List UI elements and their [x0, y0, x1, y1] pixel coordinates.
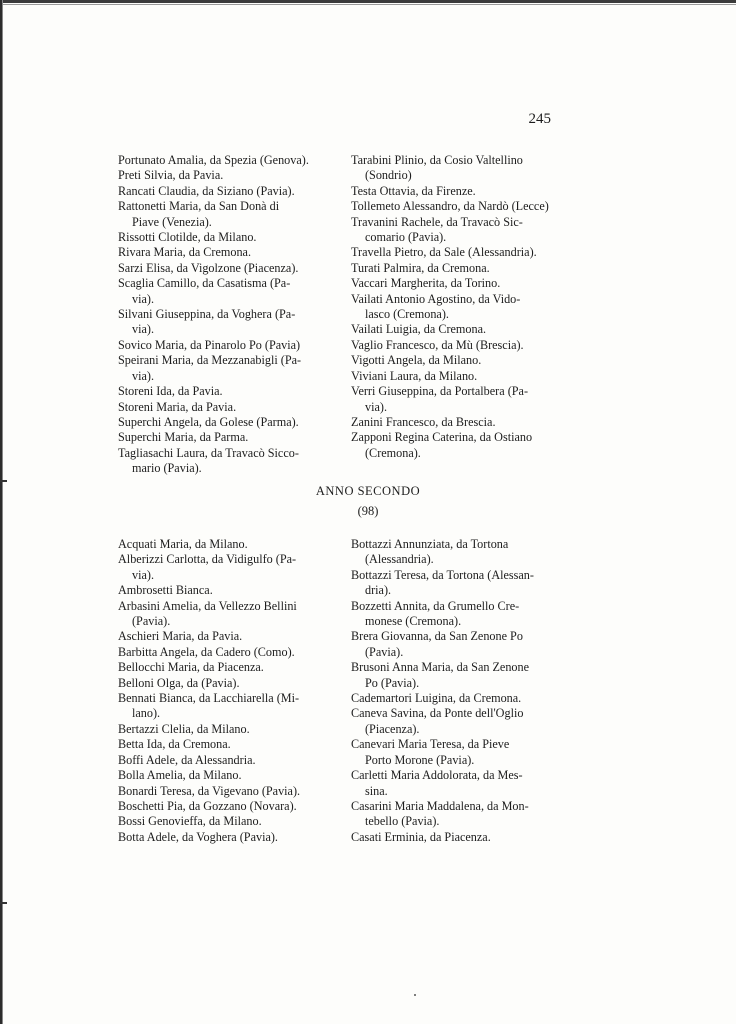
- entry-continuation: Piave (Venezia).: [132, 214, 212, 229]
- entry-line: Belloni Olga, da (Pavia).: [118, 675, 240, 690]
- entry-line: Arbasini Amelia, da Vellezzo Bellini: [118, 598, 297, 613]
- entry-line: Scaglia Camillo, da Casatisma (Pa-: [118, 276, 291, 291]
- list-entry: [351, 737, 569, 768]
- list-entry: [118, 168, 338, 183]
- entry-line: Zapponi Regina Caterina, da Ostiano: [351, 430, 533, 445]
- entry-line: Silvani Giuseppina, da Voghera (Pa-: [118, 307, 296, 322]
- entry-line: Aschieri Maria, da Pavia.: [118, 629, 243, 644]
- list-entry: [118, 660, 338, 675]
- list-entry: [351, 153, 569, 184]
- list-entry: [118, 737, 338, 752]
- list-entry: [351, 415, 569, 430]
- entry-line: Portunato Amalia, da Spezia (Genova).: [118, 153, 309, 167]
- list-entry: [351, 184, 569, 199]
- list-entry: [118, 199, 338, 230]
- list-entry: [351, 599, 569, 630]
- list-entry: [118, 629, 338, 644]
- entry-line: Vaglio Francesco, da Mù (Brescia).: [351, 337, 524, 352]
- list-entry: [351, 830, 569, 845]
- entry-continuation: monese (Cremona).: [365, 614, 462, 629]
- entry-line: Bertazzi Clelia, da Milano.: [118, 721, 250, 736]
- list-entry: [351, 799, 569, 830]
- entry-line: Preti Silvia, da Pavia.: [118, 168, 224, 183]
- list-entry: [351, 322, 569, 337]
- section-heading: ANNO SECONDO: [315, 484, 421, 498]
- list-entry: [118, 245, 338, 260]
- list-entry: [118, 583, 338, 598]
- entry-continuation: via).: [365, 399, 387, 414]
- entry-line: Bonardi Teresa, da Vigevano (Pavia).: [118, 783, 301, 798]
- entry-continuation: (Pavia).: [365, 644, 404, 659]
- list-entry: [118, 261, 338, 276]
- entry-continuation: sina.: [365, 783, 388, 798]
- entry-line: Rivara Maria, da Cremona.: [118, 245, 251, 260]
- page-number: 245: [528, 111, 551, 127]
- list-entry: [118, 430, 338, 445]
- edge-mark: [0, 902, 7, 904]
- entry-line: Turati Palmira, da Cremona.: [351, 260, 490, 275]
- entry-line: Superchi Maria, da Parma.: [118, 430, 249, 445]
- list-entry: [118, 415, 338, 430]
- entry-line: Sarzi Elisa, da Vigolzone (Piacenza).: [118, 260, 299, 275]
- list-entry: [351, 199, 569, 214]
- list-entry: [351, 261, 569, 276]
- entry-line: Caneva Savina, da Ponte dell'Oglio: [351, 706, 524, 721]
- list-entry: [118, 552, 338, 583]
- list-entry: [118, 153, 338, 168]
- list-entry: [351, 537, 569, 568]
- list-entry: [118, 400, 338, 415]
- list-entry: [118, 768, 338, 783]
- entry-line: Rissotti Clotilde, da Milano.: [118, 230, 257, 245]
- entry-line: Boschetti Pia, da Gozzano (Novara).: [118, 798, 297, 813]
- list-entry: [118, 276, 338, 307]
- entry-line: Vigotti Angela, da Milano.: [351, 353, 482, 368]
- page-dot: [414, 994, 416, 996]
- entry-continuation: tebello (Pavia).: [365, 814, 440, 829]
- list-entry: [118, 537, 338, 552]
- entry-line: Boffi Adele, da Alessandria.: [118, 752, 256, 767]
- entry-line: Acquati Maria, da Milano.: [118, 537, 248, 551]
- list-entry: [118, 353, 338, 384]
- entry-line: Viviani Laura, da Milano.: [351, 368, 478, 383]
- list-entry: [351, 384, 569, 415]
- list-entry: [351, 568, 569, 599]
- entry-line: Carletti Maria Addolorata, da Mes-: [351, 768, 523, 783]
- list-entry: [351, 768, 569, 799]
- top-border-rule: [0, 0, 736, 3]
- entry-line: Betta Ida, da Cremona.: [118, 737, 231, 752]
- list-entry: [118, 384, 338, 399]
- entry-line: Brera Giovanna, da San Zenone Po: [351, 629, 523, 644]
- entry-line: Storeni Maria, da Pavia.: [118, 399, 237, 414]
- edge-mark: [0, 480, 7, 482]
- list-entry: [118, 446, 338, 477]
- section-count: (98): [357, 504, 379, 518]
- list-entry: [351, 706, 569, 737]
- entry-line: Zanini Francesco, da Brescia.: [351, 414, 496, 429]
- section1-right-column: [351, 153, 569, 461]
- entry-line: Brusoni Anna Maria, da San Zenone: [351, 660, 530, 675]
- entry-line: Bennati Bianca, da Lacchiarella (Mi-: [118, 691, 300, 706]
- list-entry: [351, 430, 569, 461]
- entry-continuation: (Pavia).: [132, 614, 171, 629]
- list-entry: [118, 676, 338, 691]
- list-entry: [118, 599, 338, 630]
- entry-line: Storeni Ida, da Pavia.: [118, 384, 223, 399]
- list-entry: [118, 784, 338, 799]
- entry-line: Bellocchi Maria, da Piacenza.: [118, 660, 264, 675]
- list-entry: [351, 215, 569, 246]
- list-entry: [118, 307, 338, 338]
- entry-line: Cademartori Luigina, da Cremona.: [351, 691, 522, 706]
- entry-line: Tarabini Plinio, da Cosio Valtellino: [351, 153, 523, 167]
- entry-continuation: (Piacenza).: [365, 721, 420, 736]
- entry-line: Ambrosetti Bianca.: [118, 583, 213, 598]
- entry-continuation: (Sondrio): [365, 168, 412, 183]
- entry-line: Superchi Angela, da Golese (Parma).: [118, 414, 299, 429]
- section2-left-column: [118, 537, 338, 845]
- entry-continuation: via).: [132, 567, 154, 582]
- entry-continuation: (Cremona).: [365, 445, 421, 460]
- list-entry: [118, 230, 338, 245]
- list-entry: [351, 369, 569, 384]
- list-entry: [118, 338, 338, 353]
- entry-continuation: mario (Pavia).: [132, 461, 202, 476]
- entry-line: Alberizzi Carlotta, da Vidigulfo (Pa-: [118, 552, 297, 567]
- list-entry: [118, 814, 338, 829]
- list-entry: [351, 353, 569, 368]
- entry-continuation: dria).: [365, 583, 392, 598]
- entry-line: Bolla Amelia, da Milano.: [118, 768, 242, 783]
- list-entry: [118, 645, 338, 660]
- list-entry: [118, 184, 338, 199]
- entry-continuation: Po (Pavia).: [365, 675, 420, 690]
- entry-line: Botta Adele, da Voghera (Pavia).: [118, 829, 278, 844]
- section1-left-column: [118, 153, 338, 477]
- entry-line: Sovico Maria, da Pinarolo Po (Pavia): [118, 337, 301, 352]
- entry-line: Barbitta Angela, da Cadero (Como).: [118, 644, 295, 659]
- entry-line: Casarini Maria Maddalena, da Mon-: [351, 798, 529, 813]
- entry-line: Vailati Luigia, da Cremona.: [351, 322, 487, 337]
- entry-continuation: Porto Morone (Pavia).: [365, 752, 475, 767]
- entry-continuation: via).: [132, 322, 154, 337]
- entry-line: Bozzetti Annita, da Grumello Cre-: [351, 598, 520, 613]
- entry-line: Rattonetti Maria, da San Donà di: [118, 199, 280, 214]
- list-entry: [351, 660, 569, 691]
- list-entry: [351, 276, 569, 291]
- entry-line: Travella Pietro, da Sale (Alessandria).: [351, 245, 537, 260]
- list-entry: [118, 691, 338, 722]
- entry-continuation: lano).: [132, 706, 161, 721]
- list-entry: [351, 629, 569, 660]
- entry-line: Speirani Maria, da Mezzanabigli (Pa-: [118, 353, 302, 368]
- list-entry: [118, 799, 338, 814]
- entry-continuation: via).: [132, 291, 154, 306]
- entry-line: Rancati Claudia, da Siziano (Pavia).: [118, 183, 295, 198]
- entry-continuation: via).: [132, 368, 154, 383]
- entry-line: Vailati Antonio Agostino, da Vido-: [351, 291, 521, 306]
- list-entry: [351, 338, 569, 353]
- list-entry: [351, 292, 569, 323]
- entry-line: Tagliasachi Laura, da Travacò Sicco-: [118, 445, 299, 460]
- entry-line: Bottazzi Annunziata, da Tortona: [351, 537, 509, 551]
- entry-line: Bottazzi Teresa, da Tortona (Alessan-: [351, 567, 534, 582]
- entry-continuation: lasco (Cremona).: [365, 307, 449, 322]
- list-entry: [118, 722, 338, 737]
- top-border-rule-thin: [0, 4, 736, 5]
- list-entry: [118, 753, 338, 768]
- entry-line: Casati Erminia, da Piacenza.: [351, 829, 491, 844]
- list-entry: [351, 245, 569, 260]
- entry-line: Vaccari Margherita, da Torino.: [351, 276, 501, 291]
- list-entry: [118, 830, 338, 845]
- entry-continuation: (Alessandria).: [365, 552, 434, 567]
- entry-line: Travanini Rachele, da Travacò Sic-: [351, 214, 523, 229]
- entry-line: Testa Ottavia, da Firenze.: [351, 183, 476, 198]
- section2-right-column: [351, 537, 569, 845]
- entry-line: Canevari Maria Teresa, da Pieve: [351, 737, 510, 752]
- entry-line: Verri Giuseppina, da Portalbera (Pa-: [351, 384, 528, 399]
- entry-line: Bossi Genovieffa, da Milano.: [118, 814, 262, 829]
- list-entry: [351, 691, 569, 706]
- entry-continuation: comario (Pavia).: [365, 230, 447, 245]
- entry-line: Tollemeto Alessandro, da Nardò (Lecce): [351, 199, 549, 214]
